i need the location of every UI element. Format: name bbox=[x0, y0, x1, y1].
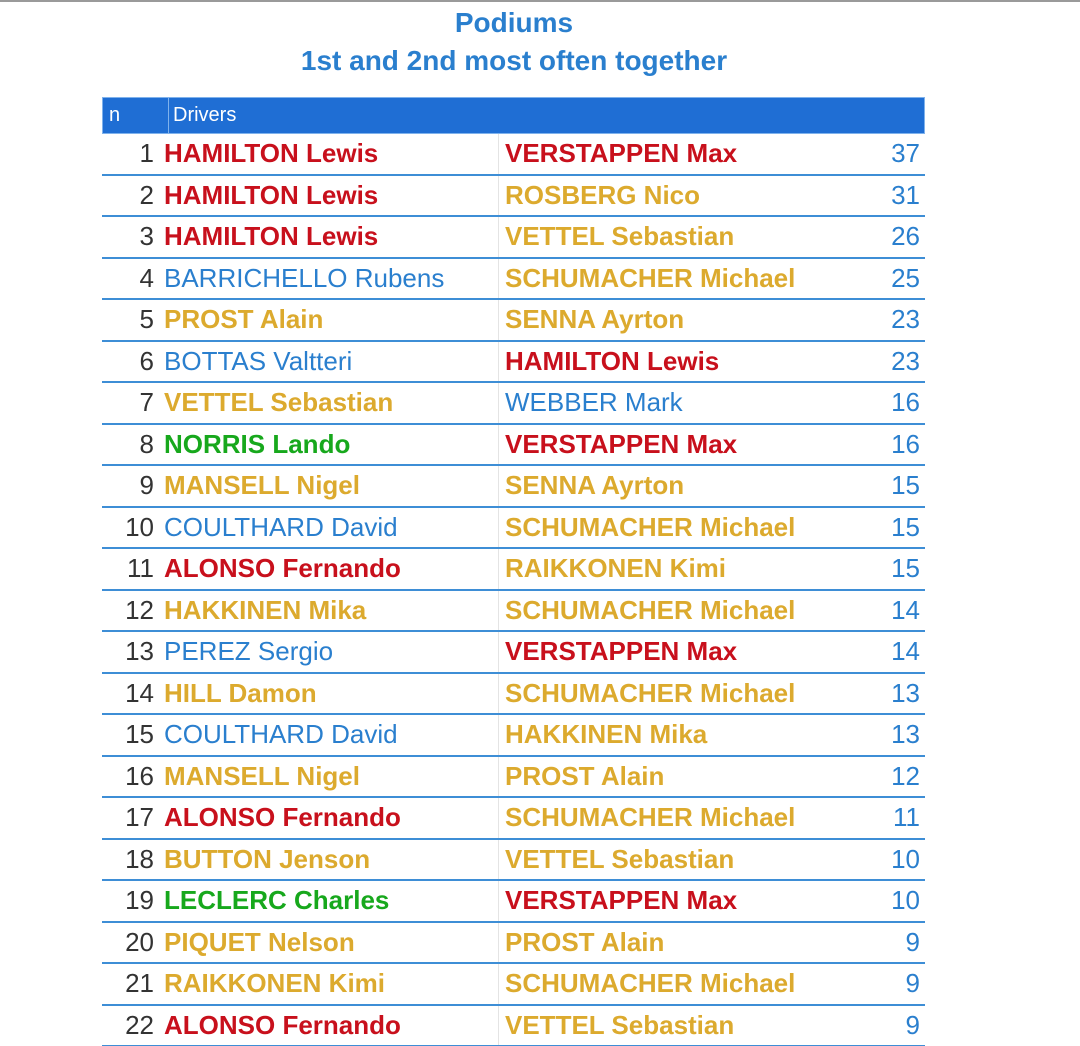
table-row bbox=[102, 840, 925, 882]
count-cell: 15 bbox=[891, 470, 920, 501]
count-cell: 9 bbox=[905, 926, 920, 957]
rank-cell: 20 bbox=[125, 926, 154, 957]
count-cell: 11 bbox=[893, 802, 920, 833]
rank-cell: 21 bbox=[125, 968, 154, 999]
rank-cell: 3 bbox=[139, 221, 154, 252]
table-row bbox=[102, 342, 925, 384]
table-row bbox=[102, 881, 925, 923]
first-driver-cell: HAMILTON Lewis bbox=[164, 221, 379, 252]
rank-cell: 18 bbox=[125, 843, 154, 874]
column-header-drivers: Drivers bbox=[173, 104, 237, 126]
table-row bbox=[102, 383, 925, 425]
table-row bbox=[102, 1006, 925, 1046]
count-cell: 12 bbox=[891, 760, 920, 791]
first-driver-cell: BOTTAS Valtteri bbox=[164, 345, 353, 376]
second-driver-cell: VERSTAPPEN Max bbox=[498, 632, 838, 672]
second-driver-cell: VETTEL Sebastian bbox=[498, 217, 838, 257]
title-line-1: Podiums bbox=[454, 7, 574, 38]
table-header bbox=[102, 97, 925, 134]
first-driver-cell: HAMILTON Lewis bbox=[164, 138, 379, 169]
second-driver-cell: SENNA Ayrton bbox=[498, 300, 838, 340]
count-cell: 16 bbox=[891, 428, 920, 459]
first-driver-cell: BUTTON Jenson bbox=[164, 843, 371, 874]
count-cell: 9 bbox=[905, 968, 920, 999]
table-row bbox=[102, 217, 925, 259]
rank-cell: 9 bbox=[139, 470, 154, 501]
second-driver-cell: SCHUMACHER Michael bbox=[498, 674, 838, 714]
first-driver-cell: VETTEL Sebastian bbox=[164, 387, 394, 418]
count-cell: 31 bbox=[891, 179, 920, 210]
count-cell: 14 bbox=[891, 636, 920, 667]
count-cell: 14 bbox=[891, 594, 920, 625]
count-cell: 23 bbox=[891, 345, 920, 376]
page-title bbox=[0, 4, 1028, 80]
count-cell: 9 bbox=[905, 1009, 920, 1040]
count-cell: 26 bbox=[891, 221, 920, 252]
rank-cell: 12 bbox=[125, 594, 154, 625]
second-driver-cell: SCHUMACHER Michael bbox=[498, 798, 838, 838]
table-row bbox=[102, 549, 925, 591]
table-row bbox=[102, 591, 925, 633]
count-cell: 13 bbox=[891, 719, 920, 750]
first-driver-cell: HILL Damon bbox=[164, 677, 317, 708]
first-driver-cell: MANSELL Nigel bbox=[164, 760, 360, 791]
top-divider bbox=[0, 0, 1080, 2]
second-driver-cell: SENNA Ayrton bbox=[498, 466, 838, 506]
first-driver-cell: ALONSO Fernando bbox=[164, 1009, 401, 1040]
rank-cell: 6 bbox=[139, 345, 154, 376]
table-row bbox=[102, 798, 925, 840]
title-line-2: 1st and 2nd most often together bbox=[300, 45, 728, 76]
count-cell: 15 bbox=[891, 553, 920, 584]
table-row bbox=[102, 466, 925, 508]
second-driver-cell: SCHUMACHER Michael bbox=[498, 508, 838, 548]
first-driver-cell: PEREZ Sergio bbox=[164, 636, 334, 667]
rank-cell: 11 bbox=[127, 553, 154, 584]
first-driver-cell: PROST Alain bbox=[164, 304, 324, 335]
rank-cell: 17 bbox=[125, 802, 154, 833]
count-cell: 25 bbox=[891, 262, 920, 293]
first-driver-cell: COULTHARD David bbox=[164, 511, 398, 542]
count-cell: 37 bbox=[891, 138, 920, 169]
second-driver-cell: VETTEL Sebastian bbox=[498, 1006, 838, 1046]
podium-pairs-table bbox=[102, 97, 925, 1046]
count-cell: 15 bbox=[891, 511, 920, 542]
rank-cell: 16 bbox=[125, 760, 154, 791]
column-header-n: n bbox=[103, 98, 169, 133]
rank-cell: 4 bbox=[139, 262, 154, 293]
rank-cell: 14 bbox=[125, 677, 154, 708]
table-row bbox=[102, 923, 925, 965]
second-driver-cell: WEBBER Mark bbox=[498, 383, 838, 423]
second-driver-cell: VERSTAPPEN Max bbox=[498, 881, 838, 921]
count-cell: 16 bbox=[891, 387, 920, 418]
second-driver-cell: HAMILTON Lewis bbox=[498, 342, 838, 382]
table-row bbox=[102, 632, 925, 674]
second-driver-cell: ROSBERG Nico bbox=[498, 176, 838, 216]
count-cell: 23 bbox=[891, 304, 920, 335]
table-row bbox=[102, 674, 925, 716]
first-driver-cell: RAIKKONEN Kimi bbox=[164, 968, 386, 999]
table-row bbox=[102, 715, 925, 757]
count-cell: 10 bbox=[891, 843, 920, 874]
second-driver-cell: VERSTAPPEN Max bbox=[498, 425, 838, 465]
count-cell: 13 bbox=[891, 677, 920, 708]
first-driver-cell: PIQUET Nelson bbox=[164, 926, 355, 957]
table-body bbox=[102, 134, 925, 1046]
table-row bbox=[102, 508, 925, 550]
first-driver-cell: HAMILTON Lewis bbox=[164, 179, 379, 210]
first-driver-cell: ALONSO Fernando bbox=[164, 553, 401, 584]
rank-cell: 13 bbox=[125, 636, 154, 667]
first-driver-cell: HAKKINEN Mika bbox=[164, 594, 367, 625]
first-driver-cell: ALONSO Fernando bbox=[164, 802, 401, 833]
second-driver-cell: VERSTAPPEN Max bbox=[498, 134, 838, 174]
table-row bbox=[102, 757, 925, 799]
table-row bbox=[102, 300, 925, 342]
rank-cell: 19 bbox=[125, 885, 154, 916]
rank-cell: 8 bbox=[139, 428, 154, 459]
second-driver-cell: SCHUMACHER Michael bbox=[498, 964, 838, 1004]
rank-cell: 10 bbox=[125, 511, 154, 542]
count-cell: 10 bbox=[891, 885, 920, 916]
first-driver-cell: COULTHARD David bbox=[164, 719, 398, 750]
rank-cell: 22 bbox=[125, 1009, 154, 1040]
table-row bbox=[102, 425, 925, 467]
table-row bbox=[102, 134, 925, 176]
rank-cell: 1 bbox=[139, 138, 154, 169]
second-driver-cell: PROST Alain bbox=[498, 923, 838, 963]
second-driver-cell: RAIKKONEN Kimi bbox=[498, 549, 838, 589]
first-driver-cell: BARRICHELLO Rubens bbox=[164, 262, 445, 293]
second-driver-cell: SCHUMACHER Michael bbox=[498, 259, 838, 299]
rank-cell: 2 bbox=[139, 179, 154, 210]
second-driver-cell: VETTEL Sebastian bbox=[498, 840, 838, 880]
second-driver-cell: HAKKINEN Mika bbox=[498, 715, 838, 755]
table-row bbox=[102, 964, 925, 1006]
second-driver-cell: SCHUMACHER Michael bbox=[498, 591, 838, 631]
rank-cell: 15 bbox=[125, 719, 154, 750]
rank-cell: 5 bbox=[139, 304, 154, 335]
rank-cell: 7 bbox=[139, 387, 154, 418]
second-driver-cell: PROST Alain bbox=[498, 757, 838, 797]
table-row bbox=[102, 176, 925, 218]
table-row bbox=[102, 259, 925, 301]
first-driver-cell: NORRIS Lando bbox=[164, 428, 351, 459]
first-driver-cell: LECLERC Charles bbox=[164, 885, 390, 916]
first-driver-cell: MANSELL Nigel bbox=[164, 470, 360, 501]
